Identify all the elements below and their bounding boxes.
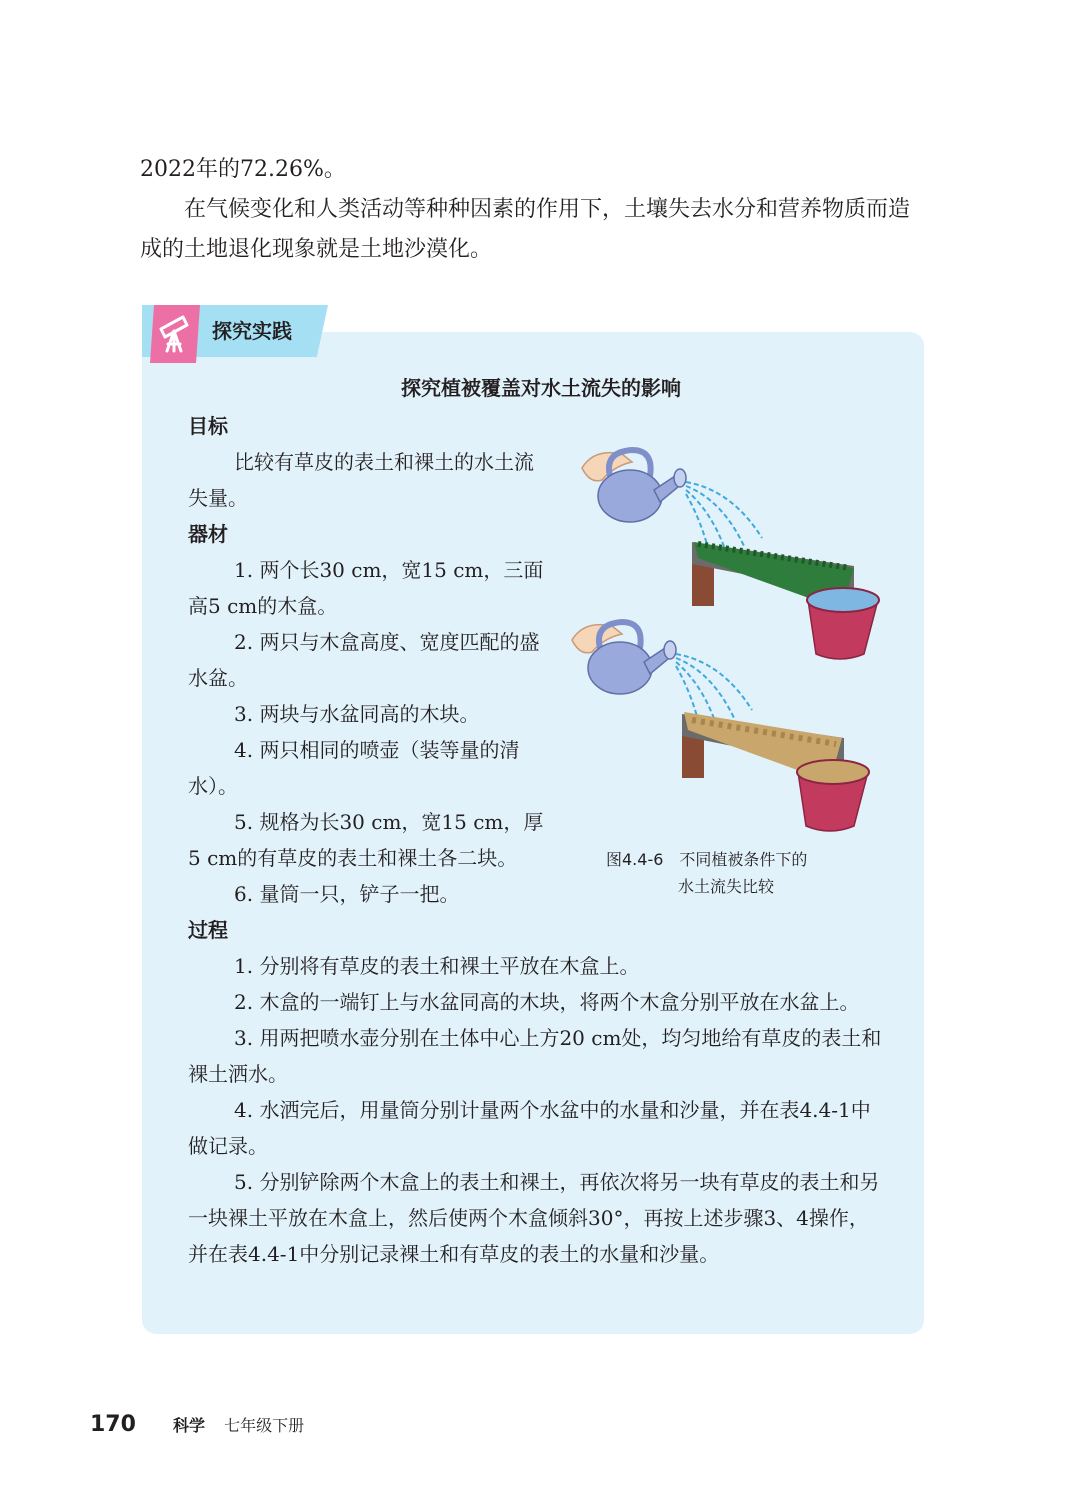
process-step: 2. 木盒的一端钉上与水盆同高的木块，将两个木盒分别平放在水盆上。: [234, 990, 860, 1014]
process-heading: 过程: [188, 918, 228, 942]
water-basin-icon: [807, 588, 879, 659]
materials-item: 6. 量筒一只，铲子一把。: [234, 882, 460, 906]
materials-item: 2. 两只与木盒高度、宽度匹配的盛水盆。: [188, 630, 540, 690]
materials-item: 5. 规格为长30 cm，宽15 cm，厚5 cm的有草皮的表土和裸土各二块。: [188, 810, 544, 870]
figure-caption-line: 图4.4-6 不同植被条件下的: [606, 850, 808, 869]
process-step: 4. 水洒完后，用量筒分别计量两个水盆中的水量和沙量，并在表4.4-1中做记录。: [188, 1098, 871, 1158]
page-number: 170: [90, 1412, 136, 1437]
intro-paragraph: 在气候变化和人类活动等种种因素的作用下，土壤失去水分和营养物质而造成的土地退化现象就是土地沙漠化。: [140, 197, 911, 262]
figure-caption-line: 水土流失比较: [677, 877, 774, 896]
intro-line: 2022年的72.26%。: [140, 157, 346, 182]
goal-heading: 目标: [188, 414, 228, 438]
subject-label: 科学: [173, 1416, 206, 1435]
figure-illustration: [562, 440, 892, 840]
grade-label: 七年级下册: [224, 1416, 305, 1435]
activity-title: 探究植被覆盖对水土流失的影响: [401, 376, 681, 400]
section-tag-label: 探究实践: [212, 319, 292, 343]
materials-item: 1. 两个长30 cm，宽15 cm，三面高5 cm的木盒。: [188, 558, 544, 618]
water-basin-icon: [797, 760, 869, 831]
watering-can-icon: [588, 622, 676, 694]
telescope-icon: [150, 305, 200, 363]
materials-item: 3. 两块与水盆同高的木块。: [234, 702, 480, 726]
intro-text: [140, 150, 930, 270]
materials-item: 4. 两只相同的喷壶（装等量的清水）。: [188, 738, 520, 798]
watering-can-icon: [598, 450, 686, 522]
process-step: 5. 分别铲除两个木盒上的表土和裸土，再依次将另一块有草皮的表土和另一块裸土平放在木盒上，然后使两个木盒倾斜30°，再按上述步骤3、4操作，并在表4.4-1中分别记录裸土和有草皮的表土的水量和沙量。: [188, 1170, 880, 1266]
section-tag: [142, 305, 328, 357]
process-step: 1. 分别将有草皮的表土和裸土平放在木盒上。: [234, 954, 640, 978]
activity-left-column: [188, 408, 544, 912]
page-footer: [90, 1412, 304, 1437]
goal-text: 比较有草皮的表土和裸土的水土流失量。: [188, 450, 534, 510]
process-step: 3. 用两把喷水壶分别在土体中心上方20 cm处，均匀地给有草皮的表土和裸土洒水。: [188, 1026, 882, 1086]
process-section: [188, 912, 882, 1272]
figure-caption: [596, 846, 856, 900]
materials-heading: 器材: [188, 522, 228, 546]
